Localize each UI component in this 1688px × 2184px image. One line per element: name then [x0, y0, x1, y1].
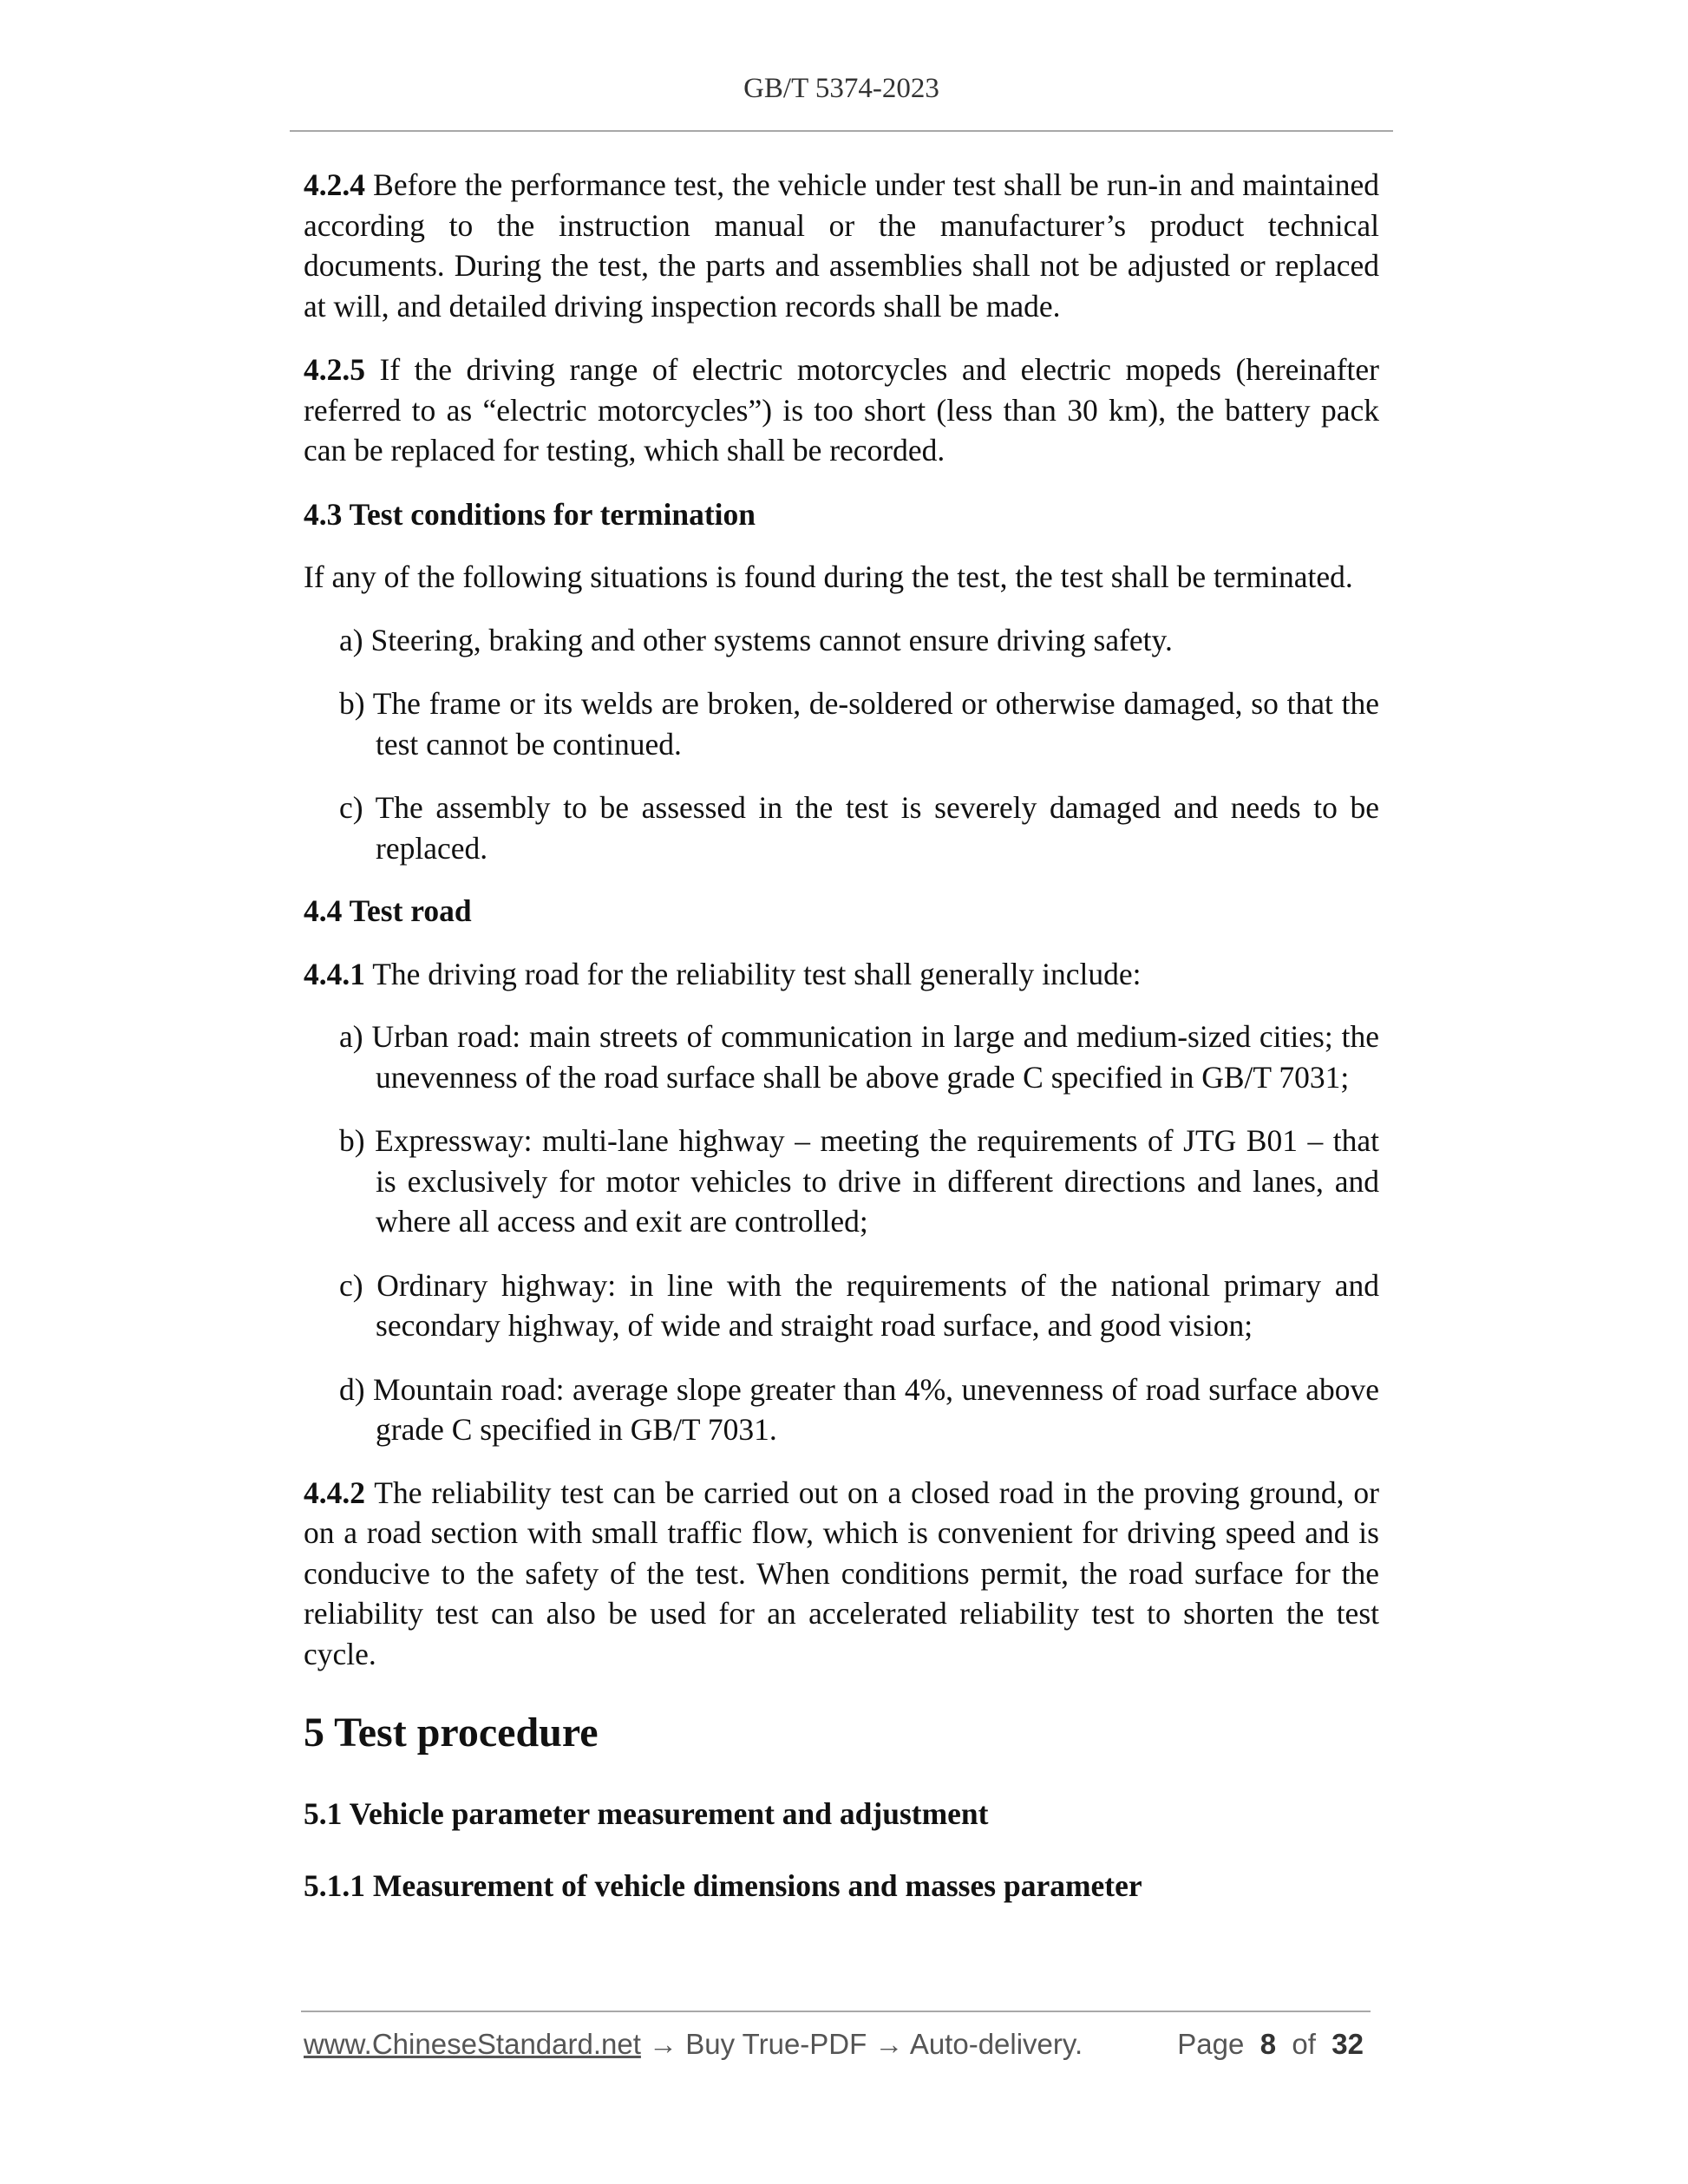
current-page-number: 8	[1259, 2028, 1277, 2060]
section-heading-5-1: 5.1 Vehicle parameter measurement and adjustment	[304, 1796, 989, 1831]
footer-divider	[301, 2011, 1371, 2012]
paragraph-4-4-2	[304, 1473, 1379, 1675]
header-divider	[290, 130, 1393, 132]
page-footer	[304, 2028, 1371, 2066]
section-heading-4-3: 4.3 Test conditions for termination	[304, 496, 756, 532]
website-link[interactable]: www.ChineseStandard.net	[304, 2028, 641, 2060]
clause-number: 4.4.1	[304, 956, 365, 991]
page-header: GB/T 5374-2023	[743, 73, 939, 104]
clause-text: The reliability test can be carried out on a closed road in the proving ground, or on a road section with small traffic flow, which is convenient for driving speed and is conducive to the safety of the test. When conditions permit, the road surface for the reliability test can also be used for an accelerated reliability test to shorten the test cycle.	[304, 1475, 1379, 1671]
section-heading-5-1-1: 5.1.1 Measurement of vehicle dimensions and masses parameter	[304, 1867, 1142, 1903]
section-heading-4-4: 4.4 Test road	[304, 893, 472, 928]
footer-promo-text: → Buy True-PDF → Auto-delivery.	[640, 2028, 1083, 2060]
paragraph-4-2-5	[304, 350, 1379, 471]
main-content	[304, 165, 1379, 1906]
clause-text: The driving road for the reliability test shall generally include:	[365, 956, 1142, 991]
chapter-heading-5: 5 Test procedure	[304, 1710, 599, 1756]
list-item: a) Urban road: main streets of communication in large and medium-sized cities; the unevenness of the road surface shall be above grade C specified in GB/T 7031;	[339, 1019, 1379, 1095]
total-pages-number: 32	[1331, 2028, 1364, 2060]
clause-number: 4.4.2	[304, 1475, 365, 1510]
clause-text: Before the performance test, the vehicle under test shall be run-in and maintained according to the instruction manual or the manufacturer’s product technical documents. During the test, the parts and assemblies shall not be adjusted or replaced at will, and detailed driving inspection records shall be made.	[304, 167, 1379, 324]
of-label: of	[1292, 2028, 1316, 2060]
footer-promo	[304, 2028, 1083, 2061]
page-label: Page	[1177, 2028, 1245, 2060]
list-item: a) Steering, braking and other systems cannot ensure driving safety.	[339, 622, 1173, 657]
paragraph-4-2-4	[304, 165, 1379, 326]
page-indicator	[1177, 2028, 1364, 2061]
list-item: c) Ordinary highway: in line with the requirements of the national primary and secondary highway, of wide and straight road surface, and good vision;	[339, 1267, 1379, 1343]
clause-number: 4.2.5	[304, 352, 365, 387]
list-item: c) The assembly to be assessed in the test is severely damaged and needs to be replaced.	[339, 790, 1379, 866]
list-item: b) The frame or its welds are broken, de-soldered or otherwise damaged, so that the test cannot be continued.	[339, 686, 1379, 762]
clause-number: 4.2.4	[304, 167, 365, 202]
paragraph-4-3-intro: If any of the following situations is found during the test, the test shall be terminated.	[304, 559, 1353, 594]
list-item: b) Expressway: multi-lane highway – meeting the requirements of JTG B01 – that is exclusively for motor vehicles to drive in different directions and lanes, and where all access and exit are controlled;	[339, 1123, 1379, 1239]
paragraph-4-4-1	[304, 954, 1379, 995]
clause-text: If the driving range of electric motorcycles and electric mopeds (hereinafter referred to as “electric motorcycles”) is too short (less than 30 km), the battery pack can be replaced for testing, which shall be recorded.	[304, 352, 1379, 468]
list-item: d) Mountain road: average slope greater than 4%, unevenness of road surface above grade C specified in GB/T 7031.	[339, 1371, 1379, 1447]
